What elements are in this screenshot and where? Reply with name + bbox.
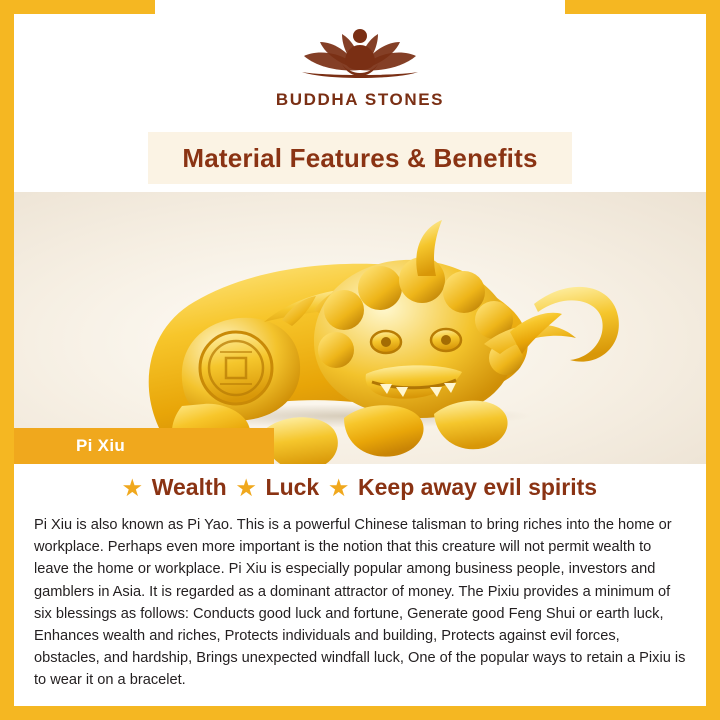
product-caption: Pi Xiu <box>76 436 126 455</box>
frame-right-border <box>706 0 720 720</box>
star-icon: ★ <box>329 477 349 500</box>
benefits-headline <box>14 474 706 501</box>
lotus-meditation-figure-icon <box>272 22 448 84</box>
frame-bottom-border <box>0 706 720 720</box>
star-icon: ★ <box>122 477 142 500</box>
frame-top-border <box>0 0 720 14</box>
benefit-evil-spirits: Keep away evil spirits <box>358 474 598 500</box>
page-title: Material Features & Benefits <box>182 142 538 173</box>
frame-left-border <box>0 0 14 720</box>
benefit-wealth: Wealth <box>151 474 227 500</box>
benefit-luck: Luck <box>265 474 320 500</box>
golden-pixiu-pendant-image <box>14 192 706 464</box>
description-paragraph: Pi Xiu is also known as Pi Yao. This is a powerful Chinese talisman to bring riches into the home or workplace. Perhaps even more important is the notion that this creature will not permit wealth to leave the home or workplace. Pi Xiu is especially popular among business people, investors and gamblers in Asia. It is regarded as a dominant attractor of money. The Pixiu provides a minimum of six blessings as follows: Conducts good luck and fortune, Generate good Feng Shui or earth luck, Enhances wealth and riches, Protects individuals and building, Protects against evil forces, obstacles, and hardship, Brings unexpected windfall luck, One of the popular ways to retain a Pixiu is to wear it on a bracelet. <box>34 517 686 689</box>
star-icon: ★ <box>236 477 256 500</box>
brand-header <box>14 14 706 124</box>
card-inner <box>14 14 706 706</box>
product-image-area <box>14 192 706 464</box>
product-caption-band <box>14 428 274 464</box>
brand-name: BUDDHA STONES <box>275 90 445 109</box>
frame-top-gap <box>155 0 565 14</box>
section-title-band <box>148 132 572 184</box>
